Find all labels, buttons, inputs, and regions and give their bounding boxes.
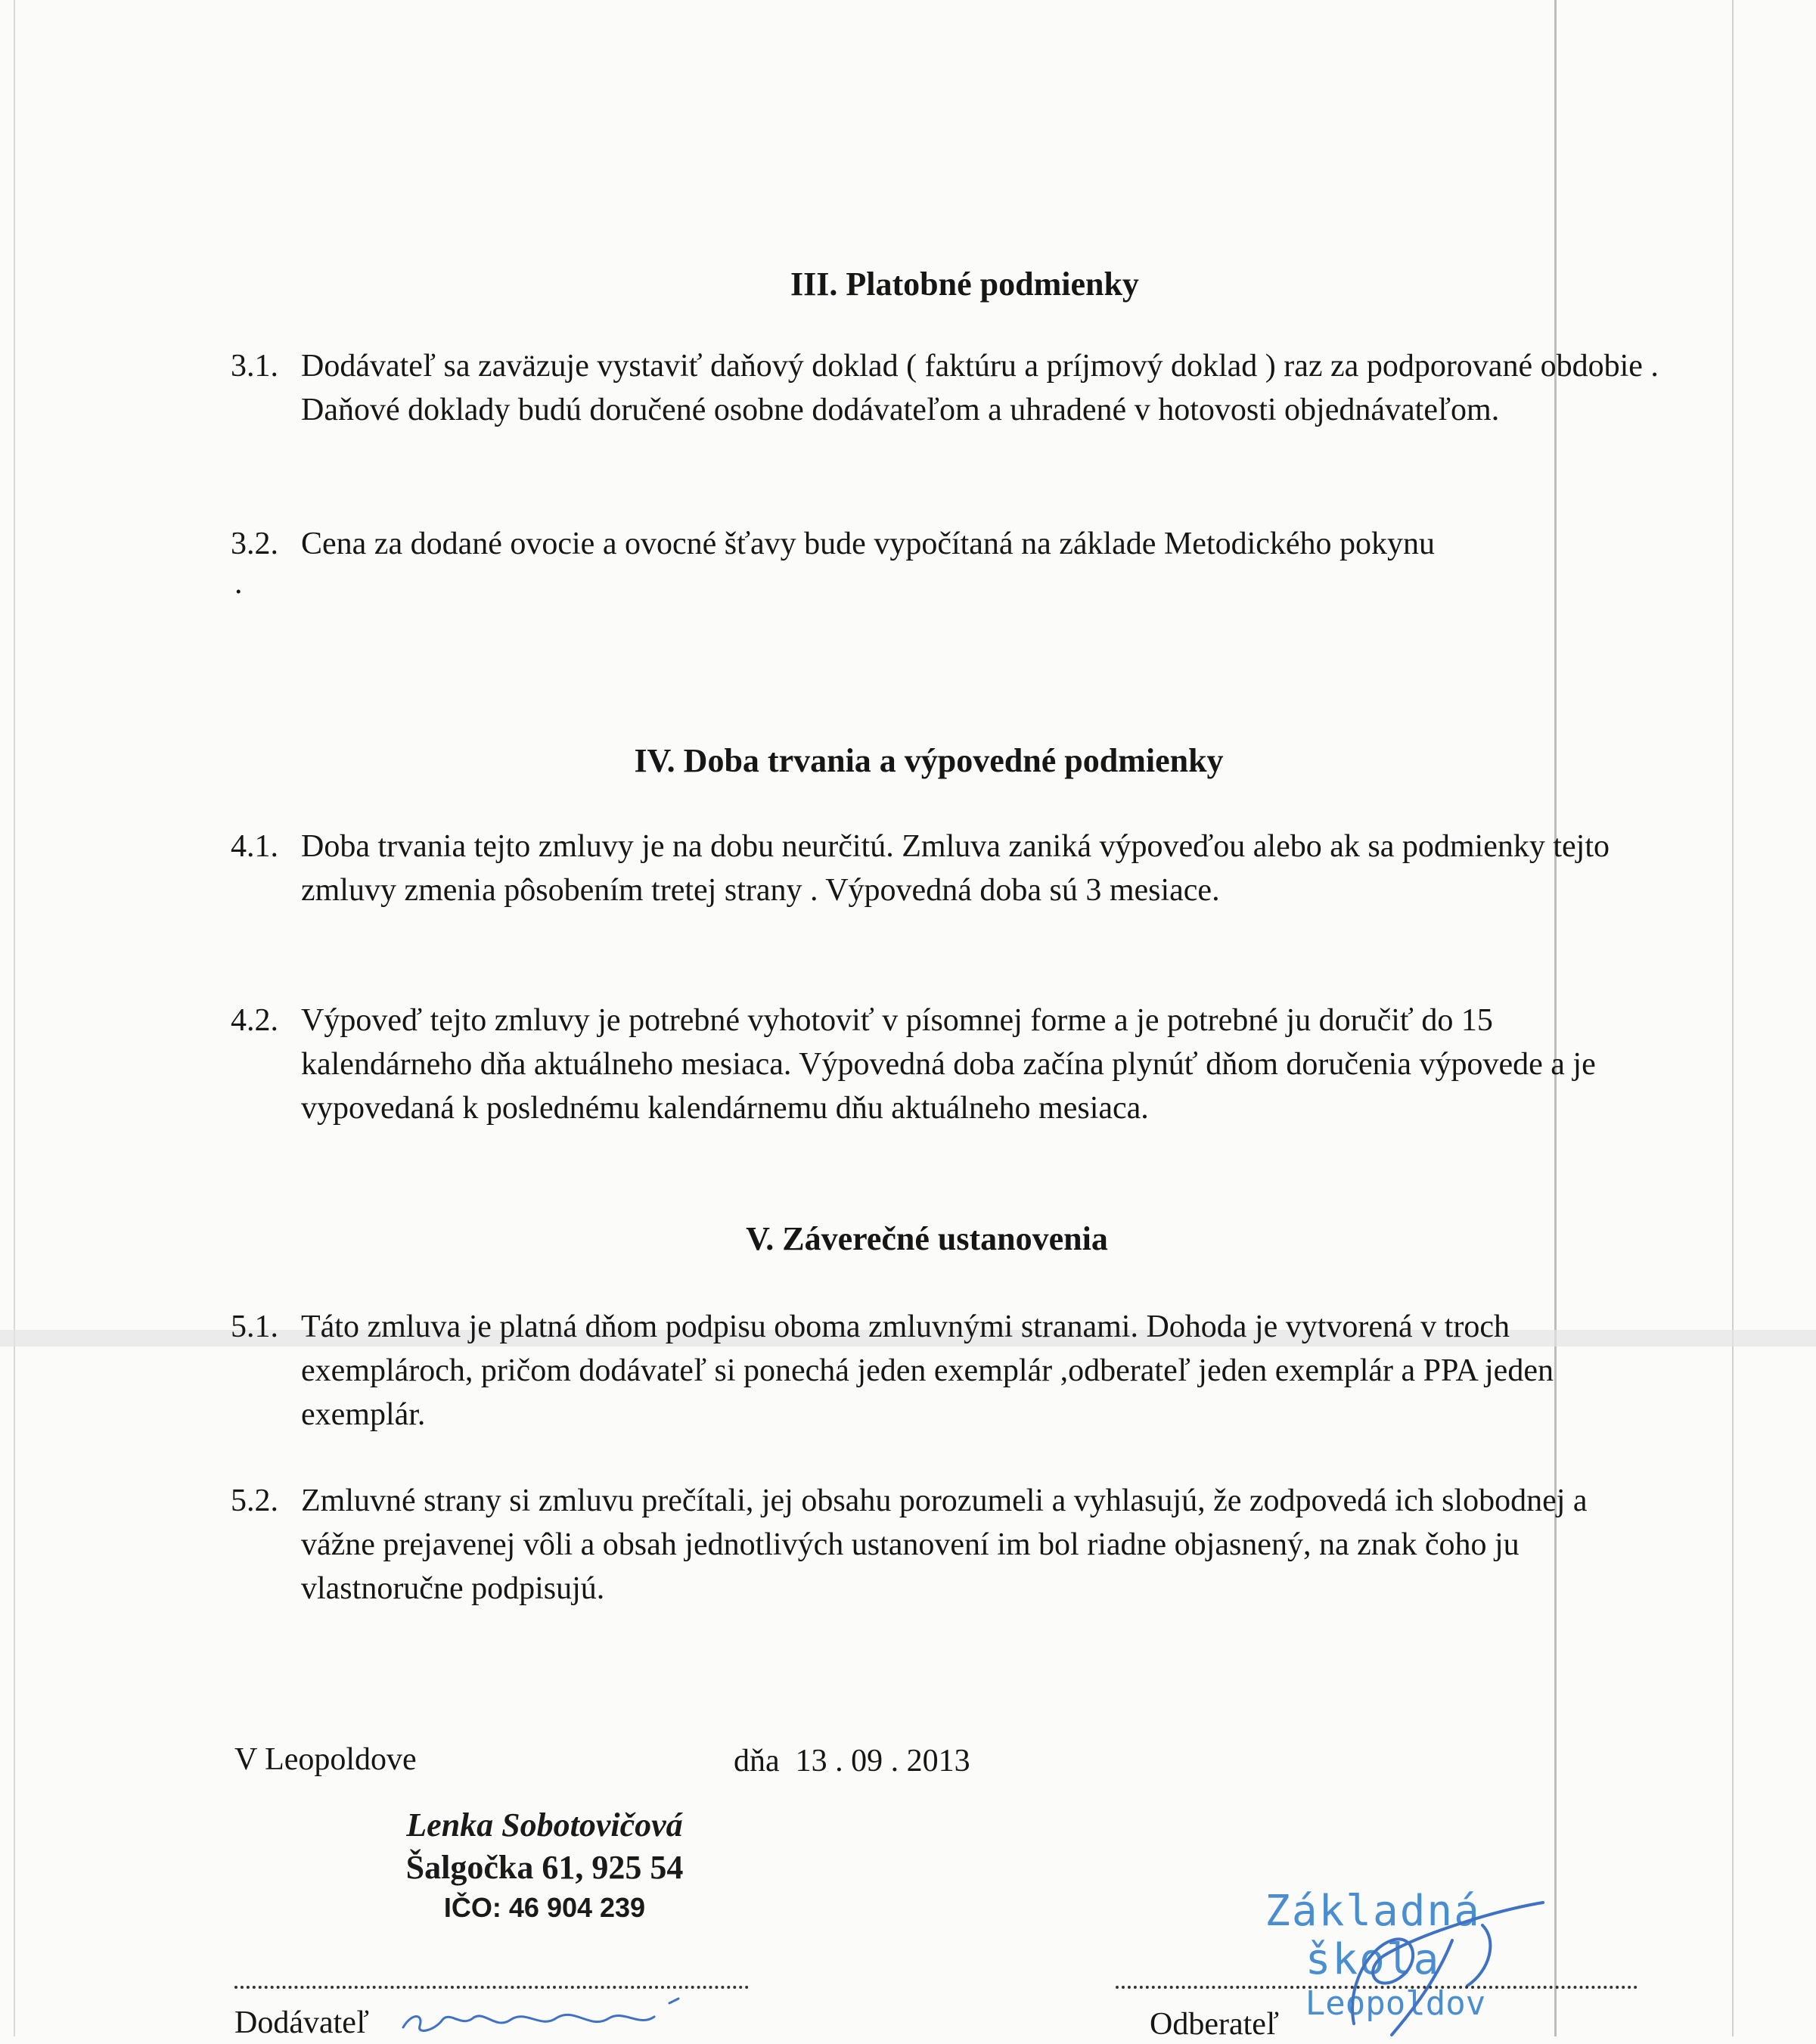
buyer-stamp-line2: Leopoldov — [1305, 1984, 1486, 2023]
section-5-heading: V. Záverečné ustanovenia — [746, 1220, 1108, 1257]
clause-5-1 — [231, 1305, 1668, 1437]
scan-artifact-vertical-2 — [1732, 0, 1734, 2036]
supplier-signature-line — [234, 1986, 749, 1989]
clause-text: Výpoveď tejto zmluvy je potrebné vyhotoviť v písomnej forme a je potrebné ju doručiť do 15 kalendárneho dňa aktuálneho mesiaca. Výpovedná doba začína plynúť dňom doručenia výpovede a je vypovedaná k poslednému kalendárnemu dňu aktuálneho mesiaca. — [301, 1003, 1596, 1126]
buyer-label: Odberateľ — [1150, 2007, 1279, 2042]
clause-number: 4.1. — [231, 829, 278, 864]
clause-4-2 — [231, 999, 1668, 1130]
signing-date: 13 . 09 . 2013 — [795, 1744, 970, 1778]
signing-place: V Leopoldove — [234, 1742, 417, 1777]
supplier-signature — [397, 1997, 684, 2036]
clause-text: Táto zmluva je platná dňom podpisu oboma zmluvnými stranami. Dohoda je vytvorená v troch exemplároch, pričom dodávateľ si ponechá jeden exemplár ,odberateľ jeden exemplár a PPA jeden exemplár. — [301, 1309, 1554, 1432]
buyer-stamp-line1: Základná škola — [1265, 1887, 1481, 1984]
signing-date-row — [734, 1741, 970, 1781]
buyer-signature — [1301, 1895, 1573, 2036]
clause-number: 5.1. — [231, 1309, 278, 1344]
supplier-name: Lenka Sobotovičová — [406, 1806, 683, 1844]
clause-text: Dodávateľ sa zaväzuje vystaviť daňový doklad ( faktúru a príjmový doklad ) raz za podporované obdobie . Daňové doklady budú doručené osobne dodávateľom a uhradené v hotovosti objednávateľom. — [301, 349, 1659, 427]
supplier-label: Dodávateľ — [234, 2005, 369, 2040]
clause-number: 3.2. — [231, 527, 278, 561]
supplier-ico: IČO: 46 904 239 — [443, 1892, 646, 1923]
clause-text: Doba trvania tejto zmluvy je na dobu neurčitú. Zmluva zaniká výpoveďou alebo ak sa podmienky tejto zmluvy zmenia pôsobením tretej strany . Výpovedná doba sú 3 mesiace. — [301, 829, 1610, 908]
clause-text: Zmluvné strany si zmluvu prečítali, jej obsahu porozumeli a vyhlasujú, že zodpovedá ich slobodnej a vážne prejavenej vôli a obsah jednotlivých ustanovení im bol riadne objasnený, na znak čoho ju vlastnoručne podpisujú. — [301, 1483, 1588, 1606]
date-label: dňa — [734, 1744, 780, 1778]
clause-4-1 — [231, 825, 1668, 912]
section-4-heading: IV. Doba trvania a výpovedné podmienky — [634, 742, 1224, 779]
clause-text: Cena za dodané ovocie a ovocné šťavy bude vypočítaná na základe Metodického pokynu — [301, 527, 1436, 561]
clause-number: 4.2. — [231, 1003, 278, 1038]
scan-artifact-left — [14, 0, 15, 2036]
clause-number: 3.1. — [231, 349, 278, 384]
section-3-heading: III. Platobné podmienky — [790, 266, 1139, 303]
stray-dot: . — [234, 566, 243, 601]
supplier-address: Šalgočka 61, 925 54 — [405, 1849, 684, 1886]
clause-3-1 — [231, 344, 1668, 432]
clause-number: 5.2. — [231, 1483, 278, 1518]
clause-3-2 — [231, 522, 1668, 566]
buyer-signature-line — [1116, 1986, 1638, 1989]
clause-5-2 — [231, 1479, 1668, 1611]
supplier-stamp — [333, 1804, 756, 1927]
